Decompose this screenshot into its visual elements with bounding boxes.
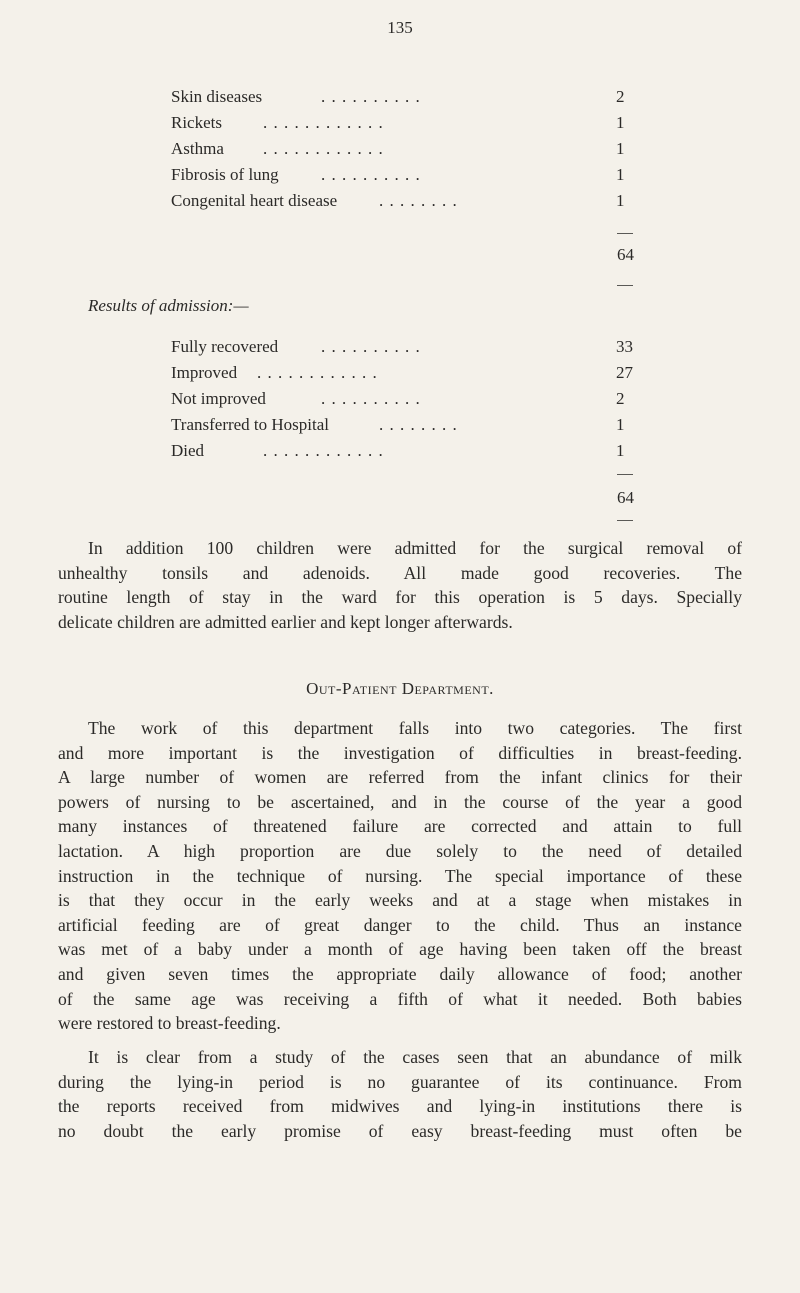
- text-line: instruction in the technique of nursing. The special importance of these: [58, 865, 742, 886]
- row-value: 2: [616, 87, 625, 106]
- row-label: Improved: [171, 363, 238, 382]
- dot-leader: . . . . . . . . . . . .: [263, 113, 384, 132]
- text-line: lactation. A high proportion are due solely to the need of detailed: [58, 840, 742, 861]
- outpatient-heading: Out-Patient Department.: [306, 679, 494, 698]
- total-rule: [617, 474, 633, 475]
- row-label: Not improved: [171, 389, 266, 408]
- row-label: Rickets: [171, 113, 222, 132]
- row-value: 1: [616, 415, 625, 434]
- text-line: no doubt the early promise of easy breast-feeding must often be: [58, 1120, 742, 1141]
- text-line: routine length of stay in the ward for this operation is 5 days. Specially: [58, 587, 742, 608]
- row-label: Died: [171, 441, 205, 460]
- text-line: many instances of threatened failure are corrected and attain to full: [58, 816, 742, 837]
- row-value: 1: [616, 165, 625, 184]
- text-line: In addition 100 children were admitted for the surgical removal of: [88, 538, 742, 558]
- text-line: and more important is the investigation of difficulties in breast-feeding.: [58, 742, 742, 763]
- text-line: is that they occur in the early weeks and at a stage when mistakes in: [58, 890, 742, 911]
- row-label: Fully recovered: [171, 337, 279, 356]
- paragraph-milk: [58, 1045, 742, 1143]
- table-row: [171, 110, 631, 136]
- row-value: 33: [616, 337, 633, 356]
- diagnoses-table: [171, 84, 631, 214]
- table-row: [171, 188, 631, 214]
- dot-leader: . . . . . . . .: [379, 191, 458, 210]
- results-heading: Results of admission:—: [88, 296, 249, 315]
- dot-leader: . . . . . . . . . .: [321, 165, 421, 184]
- text-line: artificial feeding are of great danger to the child. Thus an instance: [58, 914, 742, 935]
- dot-leader: . . . . . . . . . .: [321, 87, 421, 106]
- text-line: during the lying-in period is no guarantee of its continuance. From: [58, 1071, 742, 1092]
- table-row: [171, 84, 631, 110]
- dot-leader: . . . . . . . .: [379, 415, 458, 434]
- table-row: [171, 360, 631, 386]
- row-value: 1: [616, 139, 625, 158]
- page-number: 135: [387, 18, 413, 37]
- row-label: Fibrosis of lung: [171, 165, 279, 184]
- text-line: of the same age was receiving a fifth of what it needed. Both babies: [58, 988, 742, 1009]
- text-line: A large number of women are referred from the infant clinics for their: [58, 767, 742, 788]
- table-row: [171, 334, 631, 360]
- paragraph-outpatient: [58, 716, 742, 1036]
- dot-leader: . . . . . . . . . . . .: [263, 139, 384, 158]
- row-value: 1: [616, 441, 625, 460]
- row-value: 1: [616, 113, 625, 132]
- text-line: powers of nursing to be ascertained, and in the course of the year a good: [58, 791, 742, 812]
- text-line: unhealthy tonsils and adenoids. All made good recoveries. The: [58, 562, 742, 583]
- text-line: delicate children are admitted earlier and kept longer afterwards.: [58, 611, 513, 632]
- text-line: the reports received from midwives and lying-in institutions there is: [58, 1096, 742, 1117]
- row-value: 2: [616, 389, 625, 408]
- table-row: [171, 162, 631, 188]
- text-line: were restored to breast-feeding.: [58, 1013, 281, 1034]
- table-row: [171, 412, 631, 438]
- dot-leader: . . . . . . . . . .: [321, 389, 421, 408]
- diagnoses-total: 64: [617, 245, 634, 264]
- text-line: It is clear from a study of the cases seen that an abundance of milk: [88, 1047, 742, 1067]
- paragraph-tonsils: [58, 536, 742, 634]
- row-value: 27: [616, 363, 633, 382]
- dot-leader: . . . . . . . . . .: [321, 337, 421, 356]
- table-row: [171, 438, 631, 464]
- row-label: Transferred to Hospital: [171, 415, 330, 434]
- text-line: The work of this department falls into two categories. The first: [88, 718, 742, 738]
- table-row: [171, 386, 631, 412]
- row-label: Congenital heart disease: [171, 191, 338, 210]
- row-label: Skin diseases: [171, 87, 263, 106]
- text-line: and given seven times the appropriate daily allowance of food; another: [58, 963, 742, 984]
- results-table: [171, 334, 631, 464]
- dot-leader: . . . . . . . . . . . .: [263, 441, 384, 460]
- results-total: 64: [617, 488, 634, 507]
- text-line: was met of a baby under a month of age having been taken off the breast: [58, 939, 742, 960]
- table-row: [171, 136, 631, 162]
- row-value: 1: [616, 191, 625, 210]
- total-rule: [617, 233, 633, 234]
- dot-leader: . . . . . . . . . . . .: [257, 363, 378, 382]
- row-label: Asthma: [171, 139, 224, 158]
- total-rule: [617, 520, 633, 521]
- total-rule: [617, 285, 633, 286]
